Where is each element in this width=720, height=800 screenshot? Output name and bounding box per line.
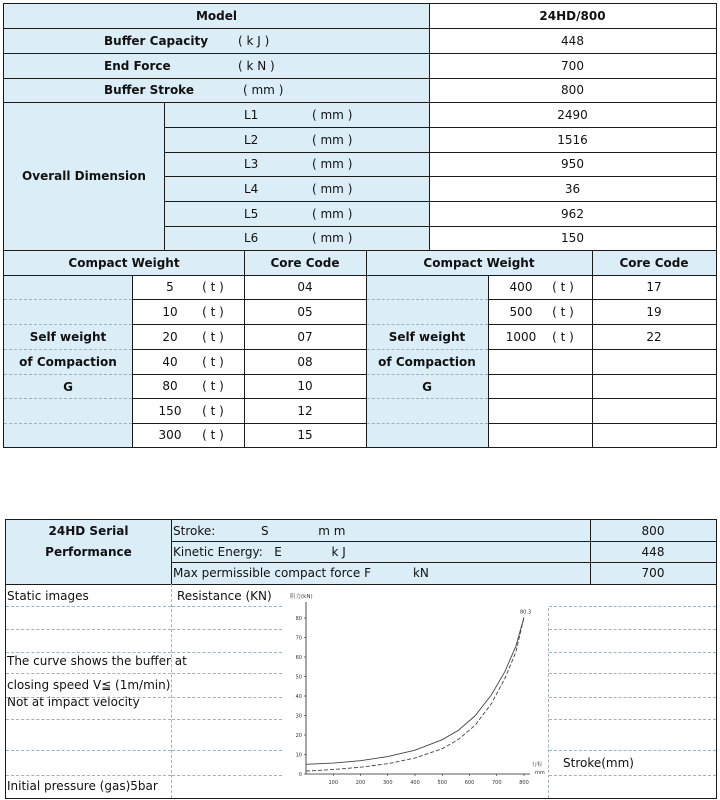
y-tick-label: 60: [295, 655, 302, 661]
dashed-line: [367, 398, 488, 399]
right-weight-unit: ( t ): [552, 304, 574, 319]
grid-line: [164, 102, 165, 250]
grid-line: [5, 798, 717, 799]
dim-l4-value: 36: [564, 181, 581, 196]
y-tick-label: 10: [295, 752, 302, 759]
self-weight-left-2: of Compaction: [19, 354, 117, 369]
grid-line: [3, 3, 717, 4]
self-weight-right-2: of Compaction: [378, 354, 476, 369]
series-line-solid: [306, 617, 524, 764]
kinetic-energy-row-label: Kinetic Energy: E k J: [173, 544, 346, 559]
dashed-line: [367, 299, 488, 300]
right-core-code: [592, 423, 716, 447]
note-line-1: The curve shows the buffer at: [7, 654, 187, 668]
dashed-line: [6, 606, 171, 607]
buffer-stroke-value: 800: [561, 83, 584, 97]
dim-l6-value: 150: [561, 231, 584, 245]
grid-line: [488, 349, 717, 350]
right-weight-unit: [534, 398, 592, 423]
dim-l2-name: L2: [244, 132, 259, 147]
grid-line: [164, 176, 717, 177]
right-weight-unit: [534, 374, 592, 398]
right-weight-unit: [534, 423, 592, 447]
compact-weight-header-right: Compact Weight: [423, 255, 535, 270]
performance-title-2: Performance: [45, 544, 132, 559]
max-force-row-label: Max permissible compact force F kN: [173, 566, 429, 580]
grid-line: [164, 152, 717, 153]
dashed-line: [367, 324, 488, 325]
right-weight-unit: ( t ): [552, 329, 574, 344]
grid-line: [132, 423, 366, 424]
max-force-row-value: 700: [641, 566, 665, 580]
dashed-line: [549, 606, 716, 607]
grid-line: [488, 275, 489, 447]
dashed-line: [549, 719, 716, 720]
dashed-line: [4, 324, 132, 325]
x-tick-label: 200: [355, 780, 366, 786]
dashed-line: [172, 673, 282, 674]
model-label: Model: [4, 4, 429, 28]
grid-line: [132, 299, 366, 300]
grid-line: [164, 201, 717, 202]
buffer-stroke-unit: ( mm ): [243, 83, 284, 97]
dim-l5-name: L5: [244, 206, 259, 221]
dim-l4-unit: ( mm ): [312, 181, 353, 196]
dim-l6-name: L6: [244, 231, 259, 245]
end-force-unit: ( k N ): [238, 58, 275, 73]
dashed-line: [549, 629, 716, 630]
grid-line: [488, 423, 717, 424]
grid-line: [3, 447, 717, 448]
dashed-line: [4, 423, 132, 424]
dashed-line: [549, 697, 716, 698]
grid-line: [5, 584, 717, 585]
grid-line: [716, 519, 717, 799]
buffer-capacity-unit: ( k J ): [238, 33, 270, 48]
right-weight-value: 500: [509, 304, 533, 319]
grid-line: [3, 78, 717, 79]
initial-pressure-label: Initial pressure (gas)5bar: [7, 779, 158, 793]
grid-line: [171, 562, 717, 563]
resistance-stroke-chart: [282, 588, 552, 786]
dashed-line: [172, 719, 282, 720]
right-weight-unit: ( t ): [552, 280, 574, 294]
dashed-line: [172, 775, 282, 776]
left-core-code: 10: [297, 379, 313, 393]
grid-line: [5, 519, 6, 799]
core-code-header-right: Core Code: [619, 255, 689, 270]
right-core-code: [592, 374, 716, 398]
dashed-line: [6, 719, 171, 720]
dim-l5-unit: ( mm ): [312, 206, 353, 221]
right-core-code: 19: [646, 304, 662, 319]
grid-line: [164, 226, 717, 227]
y-tick-label: 40: [295, 694, 302, 700]
dashed-line: [172, 750, 282, 751]
grid-line: [3, 102, 717, 103]
grid-line: [132, 398, 366, 399]
dashed-line: [6, 629, 171, 630]
dashed-line: [548, 608, 549, 798]
dashed-line: [172, 629, 282, 630]
core-code-header-left: Core Code: [270, 255, 340, 270]
grid-line: [171, 519, 172, 584]
left-core-code: 15: [297, 428, 313, 442]
dashed-line: [367, 349, 488, 350]
grid-line: [488, 398, 717, 399]
self-weight-left-1: Self weight: [29, 329, 107, 344]
left-weight-unit: ( t ): [202, 329, 224, 344]
grid-line: [3, 53, 717, 54]
dashed-line: [6, 775, 171, 776]
left-weight-value: 300: [158, 428, 182, 442]
note-line-3: Not at impact velocity: [7, 695, 140, 709]
compact-weight-header-left: Compact Weight: [68, 255, 180, 270]
self-weight-right-1: Self weight: [388, 329, 466, 344]
grid-line: [132, 275, 133, 447]
y-tick-label: 20: [295, 733, 302, 739]
dashed-line: [4, 349, 132, 350]
grid-line: [132, 324, 366, 325]
dashed-line: [549, 775, 716, 776]
grid-line: [3, 250, 717, 251]
x-tick-label: 700: [491, 780, 502, 786]
dashed-line: [4, 299, 132, 300]
grid-line: [716, 3, 717, 448]
left-weight-value: 10: [162, 304, 178, 319]
peak-label: 80.3: [520, 609, 532, 616]
right-weight-value: 400: [509, 280, 533, 294]
left-core-code: 12: [297, 403, 313, 418]
dashed-line: [367, 374, 488, 375]
dashed-line: [549, 673, 716, 674]
x-axis-label: 行程: [532, 762, 543, 768]
grid-line: [164, 127, 717, 128]
dim-l2-unit: ( mm ): [312, 132, 353, 147]
stroke-row-label: Stroke: S m m: [173, 523, 346, 538]
stroke-mm-label: Stroke(mm): [563, 756, 634, 770]
dim-l3-name: L3: [244, 157, 259, 171]
dim-l3-value: 950: [561, 157, 584, 171]
grid-line: [488, 299, 717, 300]
left-core-code: 05: [297, 304, 313, 319]
grid-line: [592, 250, 593, 447]
x-axis-unit-label: mm: [535, 770, 545, 776]
left-weight-value: 150: [158, 403, 182, 418]
grid-line: [429, 3, 430, 250]
buffer-capacity-label: Buffer Capacity: [104, 33, 209, 48]
left-weight-unit: ( t ): [202, 428, 224, 442]
dim-l2-value: 1516: [557, 132, 588, 147]
left-weight-unit: ( t ): [202, 354, 224, 369]
y-tick-label: 80: [295, 616, 302, 622]
right-core-code: [592, 398, 716, 423]
grid-line: [366, 250, 367, 447]
grid-line: [132, 374, 366, 375]
dim-l4-name: L4: [244, 181, 259, 196]
x-tick-label: 300: [382, 780, 393, 786]
grid-line: [488, 374, 717, 375]
x-tick-label: 400: [410, 780, 420, 786]
end-force-label: End Force: [104, 58, 171, 73]
dashed-line: [6, 673, 171, 674]
x-tick-label: 600: [464, 780, 475, 786]
left-core-code: 08: [297, 354, 313, 369]
right-core-code: 17: [646, 280, 662, 294]
dashed-line: [549, 750, 716, 751]
buffer-capacity-value: 448: [561, 33, 584, 48]
grid-line: [3, 3, 4, 448]
grid-line: [244, 250, 245, 447]
left-weight-value: 5: [166, 280, 174, 294]
overall-dimension-label: Overall Dimension: [22, 169, 146, 183]
dashed-line: [172, 697, 282, 698]
end-force-value: 700: [561, 58, 584, 73]
dim-l5-value: 962: [561, 206, 584, 221]
left-core-code: 07: [297, 329, 313, 344]
dashed-line: [549, 652, 716, 653]
left-weight-unit: ( t ): [202, 403, 224, 418]
x-tick-label: 800: [519, 780, 529, 786]
kinetic-energy-row-value: 448: [641, 544, 665, 559]
y-tick-label: 70: [295, 635, 302, 642]
left-weight-unit: ( t ): [202, 304, 224, 319]
dim-l3-unit: ( mm ): [312, 157, 353, 171]
dashed-line: [4, 398, 132, 399]
dashed-line: [172, 606, 282, 607]
buffer-stroke-label: Buffer Stroke: [104, 83, 194, 97]
right-weight-unit: [534, 349, 592, 374]
dim-l1-unit: ( mm ): [312, 107, 353, 122]
grid-line: [171, 541, 717, 542]
x-tick-label: 500: [437, 780, 448, 786]
right-weight-value: 1000: [505, 329, 537, 344]
performance-title-1: 24HD Serial: [48, 523, 129, 538]
right-core-code: [592, 349, 716, 374]
resistance-label: Resistance (KN): [177, 589, 272, 603]
y-tick-label: 50: [295, 674, 302, 681]
grid-line: [132, 349, 366, 350]
y-axis-label: 阻力(kN): [290, 594, 313, 600]
y-tick-label: 0: [298, 772, 302, 778]
dashed-line: [171, 584, 172, 798]
dashed-line: [6, 652, 171, 653]
dashed-line: [367, 423, 488, 424]
left-weight-unit: ( t ): [202, 379, 224, 393]
dashed-line: [6, 697, 171, 698]
dashed-line: [4, 374, 132, 375]
right-core-code: 22: [646, 329, 662, 344]
self-weight-right-3: G: [422, 379, 432, 394]
static-images-label: Static images: [7, 589, 89, 603]
dashed-line: [172, 652, 282, 653]
left-weight-value: 40: [162, 354, 178, 369]
grid-line: [590, 519, 591, 584]
dim-l1-name: L1: [244, 107, 259, 122]
left-weight-value: 20: [162, 329, 178, 344]
dashed-line: [6, 750, 171, 751]
left-core-code: 04: [297, 280, 313, 294]
note-line-2: closing speed V≦ (1m/min): [7, 678, 171, 692]
dim-l1-value: 2490: [557, 107, 588, 122]
x-tick-label: 100: [328, 780, 339, 786]
dim-l6-unit: ( mm ): [312, 231, 353, 245]
self-weight-left-3: G: [63, 379, 73, 394]
grid-line: [3, 28, 717, 29]
grid-line: [5, 519, 717, 520]
model-value: 24HD/800: [539, 9, 606, 23]
left-weight-unit: ( t ): [202, 280, 224, 294]
grid-line: [488, 324, 717, 325]
stroke-row-value: 800: [641, 523, 665, 538]
grid-line: [3, 275, 717, 276]
left-weight-value: 80: [162, 379, 178, 393]
y-tick-label: 30: [295, 713, 302, 720]
